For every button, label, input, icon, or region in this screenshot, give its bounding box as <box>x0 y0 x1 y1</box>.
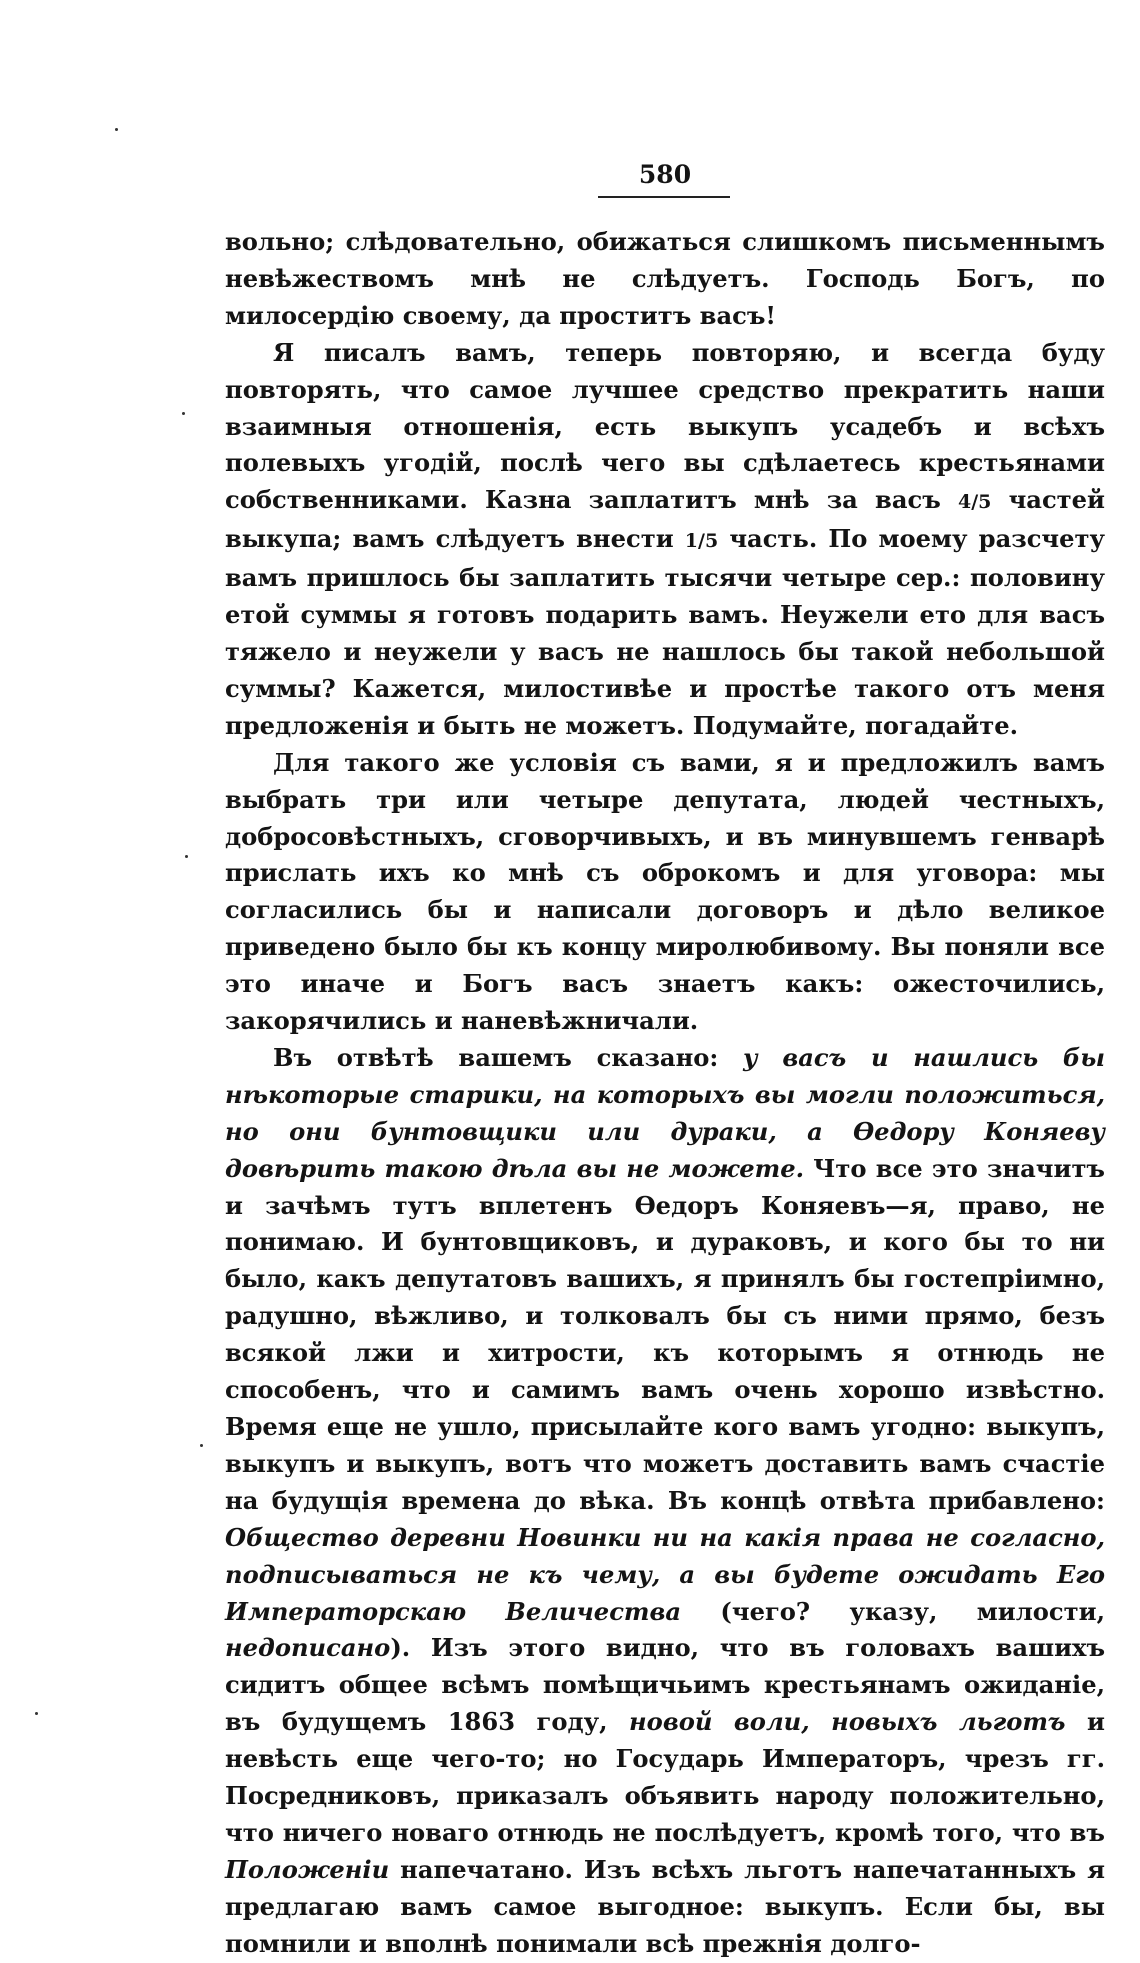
italic-quote: у васъ и нашлись бы нѣкоторые старики, на которыхъ вы могли положиться, но они бунтовщики или дураки, а Ѳедору Коняеву довѣрить такою дѣла вы не можете. <box>225 1042 1105 1183</box>
italic-phrase: новой воли, новыхъ льготъ <box>629 1707 1066 1737</box>
text-segment: часть. По моему разсчету вамъ пришлось бы заплатить тысячи четыре сер.: половину етой суммы я готовъ подарить вамъ. Неужели ето для васъ тяжело и неужели у васъ не нашлось бы такой небольшой суммы? Кажется, милостивѣе и простѣе такого отъ меня предложенія и быть не можетъ. Подумайте, погадайте. <box>225 524 1105 740</box>
text-segment: Въ отвѣтѣ вашемъ сказано: <box>273 1042 744 1072</box>
italic-quote: Общество деревни Новинки ни на какія права не согласно, подписываться не къ чему, а вы будете ожидать Его Императорскаю Величества <box>225 1522 1105 1626</box>
text-segment: и невѣсть еще чего-то; но Государь Императоръ, чрезъ гг. Посредниковъ, приказалъ объявить народу положительно, что ничего новаго отнюдь не послѣдуетъ, кромѣ того, что въ <box>225 1707 1105 1847</box>
text-segment: Что все это значитъ и зачѣмъ тутъ вплетенъ Ѳедоръ Коняевъ—я, право, не понимаю. И бунтовщиковъ, и дураковъ, и кого бы то ни было, какъ депутатовъ вашихъ, я принялъ бы гостепріимно, радушно, вѣжливо, и толковалъ бы съ ними прямо, безъ всякой лжи и хитрости, къ которымъ я отнюдь не способенъ, что и самимъ вамъ очень хорошо извѣстно. Время еще не ушло, присылайте кого вамъ угодно: выкупъ, выкупъ и выкупъ, вотъ что можетъ доставить вамъ счастіе на будущія времена до вѣка. Въ концѣ отвѣта прибавлено: <box>225 1153 1105 1515</box>
text-segment: вольно; слѣдовательно, обижаться слишкомъ письменнымъ невѣжествомъ мнѣ не слѣдуетъ. Господь Богъ, по милосердію своему, да проститъ васъ! <box>225 227 1105 330</box>
paragraph-3 <box>225 745 1105 1040</box>
text-segment: Я писалъ вамъ, теперь повторяю, и всегда буду повторять, что самое лучшее средство прекратить наши взаимныя отношенія, есть выкупъ усадебъ и всѣхъ полевыхъ угодій, послѣ чего вы сдѣлаетесь крестьянами собственниками. Казна заплатитъ мнѣ за васъ <box>225 337 1105 515</box>
text-segment: Для такого же условія съ вами, я и предложилъ вамъ выбрать три или четыре депутата, людей честныхъ, добросовѣстныхъ, сговорчивыхъ, и въ минувшемъ генварѣ прислать ихъ ко мнѣ съ оброкомъ и для уговора: мы согласились бы и написали договоръ и дѣло великое приведено было бы къ концу миролюбивому. Вы поняли все это иначе и Богъ васъ знаетъ какъ: ожесточились, закорячились и наневѣжничали. <box>225 747 1105 1036</box>
italic-word: Положеніи <box>225 1854 390 1884</box>
paragraph-2 <box>225 335 1105 745</box>
page-number-rule <box>598 196 730 198</box>
body-text <box>225 224 1105 1963</box>
fraction: 1/5 <box>684 530 719 553</box>
scan-speck <box>35 1712 38 1715</box>
text-segment: ). Изъ этого видно, что въ головахъ вашихъ сидитъ общее всѣмъ помѣщичьимъ крестьянамъ ожиданіе, въ будущемъ 1863 году, <box>225 1633 1105 1737</box>
text-segment: напечатано. Изъ всѣхъ льготъ напечатанныхъ я предлагаю вамъ самое выгодное: выкупъ. Если бы, вы помнили и вполнѣ понимали всѣ прежнія долго- <box>225 1854 1105 1958</box>
paragraph-4 <box>225 1040 1105 1963</box>
text-segment: (чего? указу, милости, <box>681 1596 1105 1626</box>
fraction: 4/5 <box>958 491 992 514</box>
paragraph-1 <box>225 224 1105 335</box>
italic-word: недописано <box>225 1633 391 1663</box>
scan-speck <box>200 1444 203 1447</box>
page-number: 580 <box>638 160 692 189</box>
scan-speck <box>182 412 185 415</box>
scan-speck <box>185 855 188 858</box>
text-segment: частей выкупа; вамъ слѣдуетъ внести <box>225 485 1106 554</box>
scan-speck <box>115 128 118 131</box>
